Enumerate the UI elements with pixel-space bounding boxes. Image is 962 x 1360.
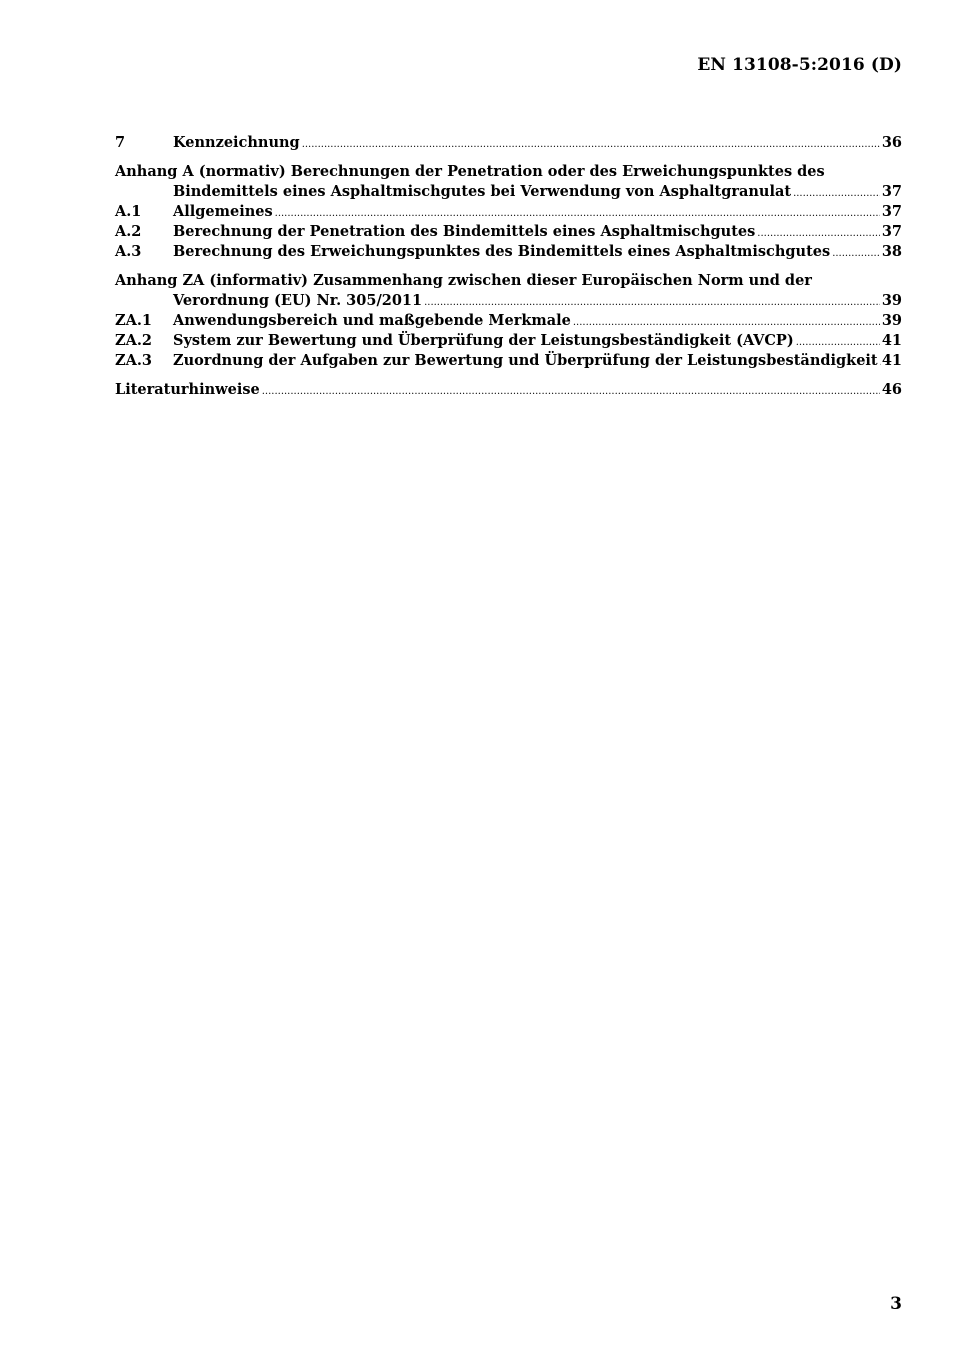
toc-entry-page: 36: [881, 134, 902, 151]
toc-entry-page: 37: [881, 223, 902, 240]
toc-entry-a3[interactable]: [115, 242, 902, 262]
toc-entry-number: A.3: [115, 243, 142, 260]
toc-entry-za2[interactable]: [115, 331, 902, 351]
toc-entry-number: 7: [115, 134, 126, 151]
toc-entry-title: System zur Bewertung und Überprüfung der Leistungsbeständigkeit (AVCP): [173, 332, 794, 349]
toc-entry-page: 38: [881, 243, 902, 260]
toc-entry-page: 46: [881, 381, 902, 398]
toc-annex-a-continuation[interactable]: [115, 182, 902, 202]
toc-annex-za-heading[interactable]: Anhang ZA (informativ) Zusammenhang zwischen dieser Europäischen Norm und der: [115, 272, 812, 289]
toc-entry-title: Kennzeichnung: [173, 134, 300, 151]
dot-leader: [757, 224, 880, 244]
toc-entry-page: 41: [881, 352, 902, 369]
toc-entry-section-7[interactable]: [115, 133, 902, 153]
dot-leader: [302, 135, 880, 155]
toc-entry-a2[interactable]: [115, 222, 902, 242]
toc-entry-number: ZA.3: [115, 352, 152, 369]
toc-entry-title: Allgemeines: [173, 203, 273, 220]
dot-leader: [573, 313, 880, 333]
toc-entry-title: Zuordnung der Aufgaben zur Bewertung und Überprüfung der Leistungsbeständigkeit: [173, 352, 878, 369]
toc-entry-title: Literaturhinweise: [115, 381, 260, 398]
toc-entry-number: A.1: [115, 203, 142, 220]
page-number: 3: [890, 1294, 902, 1314]
toc-entry-title: Berechnung der Penetration des Bindemittels eines Asphaltmischgutes: [173, 223, 756, 240]
toc-entry-za1[interactable]: [115, 311, 902, 331]
toc-entry-page: 37: [881, 203, 902, 220]
toc-entry-title: Bindemittels eines Asphaltmischgutes bei Verwendung von Asphaltgranulat: [173, 183, 792, 200]
toc-entry-number: ZA.2: [115, 332, 152, 349]
document-id-header: EN 13108-5:2016 (D): [697, 55, 902, 75]
toc-entry-number: ZA.1: [115, 312, 152, 329]
toc-entry-page: 37: [881, 183, 902, 200]
toc-entry-number: A.2: [115, 223, 142, 240]
toc-entry-page: 41: [881, 332, 902, 349]
toc-entry-title: Verordnung (EU) Nr. 305/2011: [173, 292, 423, 309]
toc-annex-za-continuation[interactable]: [115, 291, 902, 311]
toc-entry-bibliography[interactable]: [115, 380, 902, 400]
dot-leader: [424, 293, 880, 313]
toc-entry-page: 39: [881, 292, 902, 309]
toc-entry-title: Anwendungsbereich und maßgebende Merkmale: [173, 312, 571, 329]
toc-entry-page: 39: [881, 312, 902, 329]
table-of-contents: [115, 133, 902, 400]
dot-leader: [832, 244, 880, 264]
toc-entry-a1[interactable]: [115, 202, 902, 222]
toc-entry-za3[interactable]: [115, 351, 902, 371]
toc-annex-a-heading[interactable]: Anhang A (normativ) Berechnungen der Penetration oder des Erweichungspunktes des: [115, 163, 825, 180]
toc-entry-title: Berechnung des Erweichungspunktes des Bindemittels eines Asphaltmischgutes: [173, 243, 831, 260]
dot-leader: [796, 333, 880, 353]
dot-leader: [262, 382, 880, 402]
dot-leader: [793, 184, 880, 204]
dot-leader: [275, 204, 880, 224]
